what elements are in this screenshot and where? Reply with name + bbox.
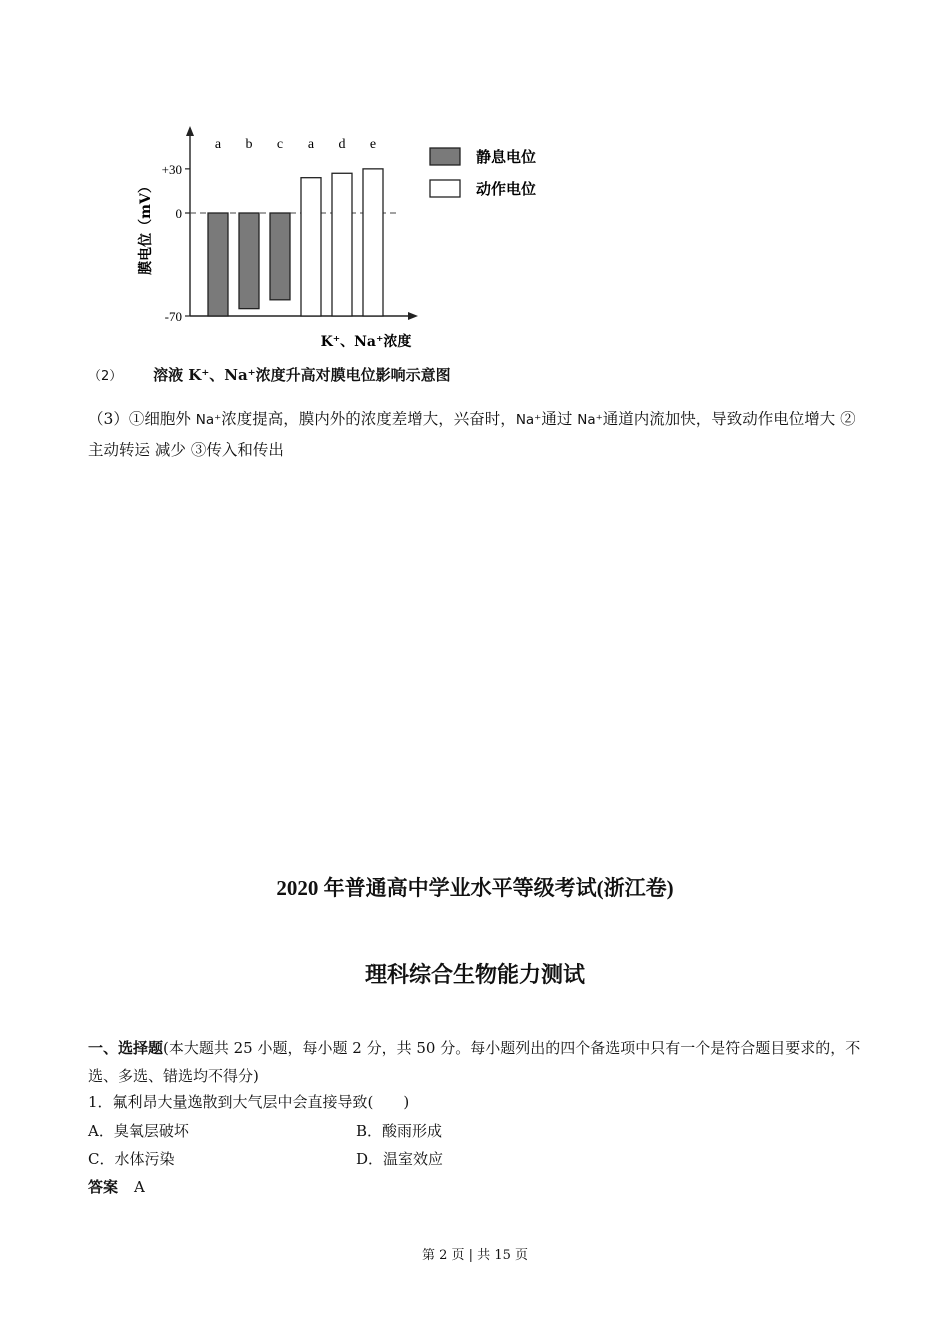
bar-resting-potential: [239, 213, 259, 309]
section-label: 一、选择题: [88, 1039, 164, 1057]
question-1-answer: [88, 1176, 145, 1197]
figure-caption: [88, 364, 451, 385]
bar-action-potential: [363, 169, 383, 316]
page-footer: 第 2 页 | 共 15 页: [422, 1248, 528, 1263]
para3-text-4: 通道内流加快，导致动作电位增大 ②主动转运 减少 ③传入和传出: [88, 410, 856, 459]
section-instructions: (本大题共 25 小题，每小题 2 分，共 50 分。每小题列出的四个备选项中只有一个是符合题目要求的，不选、多选、错选均不得分): [88, 1039, 861, 1085]
y-axis-label: 膜电位（mV）: [138, 179, 154, 275]
para3-text-1: （3）①细胞外: [88, 410, 196, 428]
legend-label: 动作电位: [476, 180, 537, 198]
y-tick-label: +30: [161, 161, 182, 177]
para3-na-1: Na⁺: [195, 412, 222, 428]
answer-label: 答案: [88, 1178, 119, 1196]
figure-number: （2）: [88, 369, 123, 384]
legend-swatch-resting: [430, 148, 460, 165]
question-1-option-b: B．酸雨形成: [356, 1122, 443, 1140]
y-tick-label: -70: [164, 309, 182, 324]
question-1-option-a: A．臭氧层破坏: [88, 1122, 189, 1140]
legend-swatch-action: [430, 180, 460, 197]
bar-resting-potential: [270, 213, 290, 300]
question-1-option-d: D．温室效应: [356, 1150, 444, 1168]
category-label: b: [245, 137, 253, 152]
category-label: d: [338, 137, 346, 152]
question-1-stem: 1．氟利昂大量逸散到大气层中会直接导致( ): [88, 1093, 410, 1111]
answer-paragraph-3: [88, 404, 868, 465]
y-tick-label: 0: [175, 206, 182, 221]
membrane-potential-chart: [128, 122, 568, 362]
legend-label: 静息电位: [476, 148, 537, 166]
para3-text-3: 通过: [541, 410, 578, 428]
section-heading: [88, 1034, 870, 1090]
answer-value: A: [134, 1178, 145, 1196]
exam-subtitle: 理科综合生物能力测试: [364, 962, 585, 988]
x-axis-arrow: [408, 312, 418, 320]
y-axis-arrow: [186, 126, 194, 136]
para3-na-2: Na⁺: [515, 412, 542, 428]
para3-na-3: Na⁺: [577, 412, 603, 428]
bar-action-potential: [332, 173, 352, 316]
category-label: a: [307, 137, 315, 152]
category-label: a: [214, 137, 222, 152]
bar-action-potential: [301, 178, 321, 316]
bar-resting-potential: [208, 213, 228, 316]
category-label: e: [369, 137, 377, 152]
question-1-option-c: C．水体污染: [88, 1150, 175, 1168]
category-label: c: [276, 137, 284, 152]
figure-caption-text: 溶液 K⁺、Na⁺浓度升高对膜电位影响示意图: [153, 366, 451, 384]
x-axis-label: K⁺、Na⁺浓度: [320, 334, 412, 350]
para3-text-2: 浓度提高，膜内外的浓度差增大，兴奋时，: [221, 410, 516, 428]
exam-title: 2020 年普通高中学业水平等级考试(浙江卷): [276, 876, 674, 900]
